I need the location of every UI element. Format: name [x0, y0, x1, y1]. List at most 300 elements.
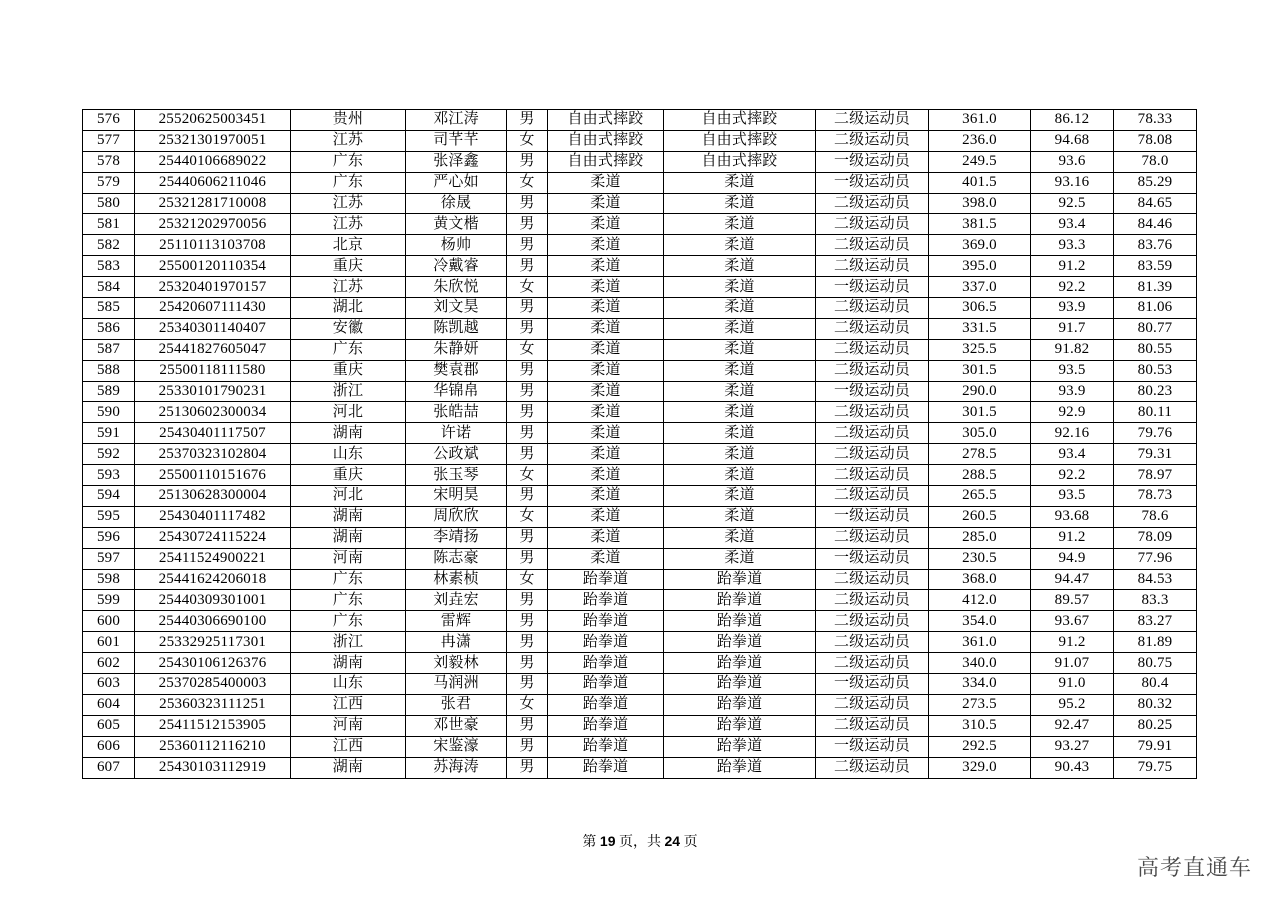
cell-gender: 男	[507, 256, 548, 277]
cell-score-b: 94.9	[1031, 548, 1114, 569]
cell-sport: 柔道	[548, 423, 664, 444]
cell-athlete-grade: 二级运动员	[816, 193, 929, 214]
cell-score-c: 83.59	[1114, 256, 1197, 277]
cell-score-c: 77.96	[1114, 548, 1197, 569]
cell-exam-id: 25500110151676	[135, 465, 291, 486]
cell-name: 徐晟	[406, 193, 507, 214]
cell-name: 邓江涛	[406, 110, 507, 131]
cell-score-c: 78.73	[1114, 486, 1197, 507]
cell-gender: 男	[507, 548, 548, 569]
cell-event: 自由式摔跤	[664, 130, 816, 151]
cell-score-b: 95.2	[1031, 694, 1114, 715]
table-row	[83, 381, 1197, 402]
cell-sport: 跆拳道	[548, 694, 664, 715]
cell-event: 自由式摔跤	[664, 110, 816, 131]
table-row	[83, 506, 1197, 527]
cell-score-a: 306.5	[929, 298, 1031, 319]
cell-event: 跆拳道	[664, 757, 816, 778]
cell-score-c: 85.29	[1114, 172, 1197, 193]
cell-score-b: 86.12	[1031, 110, 1114, 131]
cell-province: 河北	[291, 486, 406, 507]
cell-athlete-grade: 二级运动员	[816, 653, 929, 674]
cell-score-c: 80.25	[1114, 715, 1197, 736]
cell-event: 自由式摔跤	[664, 151, 816, 172]
cell-sport: 跆拳道	[548, 569, 664, 590]
cell-gender: 男	[507, 736, 548, 757]
cell-name: 杨帅	[406, 235, 507, 256]
cell-gender: 男	[507, 193, 548, 214]
cell-exam-id: 25441827605047	[135, 339, 291, 360]
cell-name: 许诺	[406, 423, 507, 444]
cell-score-a: 285.0	[929, 527, 1031, 548]
footer-middle: 页，共	[615, 835, 665, 850]
cell-sport: 自由式摔跤	[548, 110, 664, 131]
cell-score-a: 395.0	[929, 256, 1031, 277]
cell-name: 刘文昊	[406, 298, 507, 319]
cell-athlete-grade: 二级运动员	[816, 298, 929, 319]
cell-event: 柔道	[664, 360, 816, 381]
cell-athlete-grade: 二级运动员	[816, 715, 929, 736]
cell-sport: 柔道	[548, 172, 664, 193]
cell-athlete-grade: 二级运动员	[816, 465, 929, 486]
cell-province: 重庆	[291, 465, 406, 486]
cell-gender: 男	[507, 611, 548, 632]
cell-province: 广东	[291, 611, 406, 632]
cell-seq-number: 585	[83, 298, 135, 319]
cell-seq-number: 603	[83, 674, 135, 695]
cell-event: 跆拳道	[664, 694, 816, 715]
cell-seq-number: 588	[83, 360, 135, 381]
cell-province: 江苏	[291, 193, 406, 214]
cell-exam-id: 25520625003451	[135, 110, 291, 131]
cell-athlete-grade: 二级运动员	[816, 590, 929, 611]
cell-score-a: 278.5	[929, 444, 1031, 465]
cell-gender: 男	[507, 674, 548, 695]
cell-sport: 柔道	[548, 256, 664, 277]
footer-suffix: 页	[680, 835, 698, 850]
cell-seq-number: 596	[83, 527, 135, 548]
cell-score-c: 80.32	[1114, 694, 1197, 715]
cell-province: 湖南	[291, 506, 406, 527]
cell-score-a: 325.5	[929, 339, 1031, 360]
table-row	[83, 569, 1197, 590]
cell-gender: 女	[507, 130, 548, 151]
cell-event: 跆拳道	[664, 715, 816, 736]
table-row	[83, 757, 1197, 778]
cell-athlete-grade: 二级运动员	[816, 318, 929, 339]
cell-seq-number: 599	[83, 590, 135, 611]
cell-sport: 跆拳道	[548, 653, 664, 674]
cell-score-b: 91.0	[1031, 674, 1114, 695]
cell-sport: 跆拳道	[548, 715, 664, 736]
cell-name: 宋明昊	[406, 486, 507, 507]
cell-seq-number: 580	[83, 193, 135, 214]
cell-name: 张玉琴	[406, 465, 507, 486]
cell-score-c: 81.89	[1114, 632, 1197, 653]
cell-athlete-grade: 二级运动员	[816, 632, 929, 653]
cell-athlete-grade: 二级运动员	[816, 360, 929, 381]
cell-exam-id: 25370285400003	[135, 674, 291, 695]
table-row	[83, 465, 1197, 486]
cell-event: 柔道	[664, 444, 816, 465]
cell-exam-id: 25321202970056	[135, 214, 291, 235]
cell-seq-number: 587	[83, 339, 135, 360]
cell-score-a: 290.0	[929, 381, 1031, 402]
cell-sport: 柔道	[548, 444, 664, 465]
cell-score-b: 93.9	[1031, 381, 1114, 402]
cell-score-a: 230.5	[929, 548, 1031, 569]
cell-exam-id: 25332925117301	[135, 632, 291, 653]
cell-province: 山东	[291, 674, 406, 695]
cell-score-c: 80.55	[1114, 339, 1197, 360]
cell-seq-number: 584	[83, 277, 135, 298]
cell-name: 邓世豪	[406, 715, 507, 736]
cell-sport: 柔道	[548, 318, 664, 339]
cell-province: 广东	[291, 339, 406, 360]
cell-province: 重庆	[291, 360, 406, 381]
cell-score-c: 80.11	[1114, 402, 1197, 423]
cell-score-b: 91.82	[1031, 339, 1114, 360]
cell-sport: 柔道	[548, 381, 664, 402]
table-row	[83, 694, 1197, 715]
cell-exam-id: 25130602300034	[135, 402, 291, 423]
cell-province: 湖南	[291, 527, 406, 548]
cell-sport: 跆拳道	[548, 590, 664, 611]
table-row	[83, 486, 1197, 507]
table-row	[83, 715, 1197, 736]
cell-score-a: 361.0	[929, 110, 1031, 131]
cell-athlete-grade: 二级运动员	[816, 402, 929, 423]
cell-seq-number: 589	[83, 381, 135, 402]
cell-event: 柔道	[664, 256, 816, 277]
cell-event: 柔道	[664, 339, 816, 360]
cell-seq-number: 578	[83, 151, 135, 172]
cell-score-c: 83.27	[1114, 611, 1197, 632]
cell-name: 冷戴睿	[406, 256, 507, 277]
cell-exam-id: 25430401117507	[135, 423, 291, 444]
table-row	[83, 360, 1197, 381]
table-row	[83, 130, 1197, 151]
cell-score-c: 78.33	[1114, 110, 1197, 131]
table-row	[83, 277, 1197, 298]
cell-sport: 跆拳道	[548, 736, 664, 757]
cell-score-a: 310.5	[929, 715, 1031, 736]
cell-sport: 柔道	[548, 298, 664, 319]
cell-score-c: 79.75	[1114, 757, 1197, 778]
cell-gender: 男	[507, 590, 548, 611]
cell-score-a: 340.0	[929, 653, 1031, 674]
cell-province: 江西	[291, 694, 406, 715]
cell-gender: 女	[507, 465, 548, 486]
roster-table-body	[83, 110, 1197, 779]
cell-gender: 男	[507, 486, 548, 507]
table-row	[83, 172, 1197, 193]
cell-exam-id: 25320401970157	[135, 277, 291, 298]
cell-seq-number: 591	[83, 423, 135, 444]
cell-exam-id: 25441624206018	[135, 569, 291, 590]
cell-score-b: 92.9	[1031, 402, 1114, 423]
cell-score-b: 92.47	[1031, 715, 1114, 736]
cell-exam-id: 25411512153905	[135, 715, 291, 736]
cell-exam-id: 25420607111430	[135, 298, 291, 319]
cell-sport: 柔道	[548, 506, 664, 527]
cell-exam-id: 25440606211046	[135, 172, 291, 193]
cell-name: 马润洲	[406, 674, 507, 695]
cell-province: 湖南	[291, 653, 406, 674]
cell-score-b: 93.68	[1031, 506, 1114, 527]
cell-score-a: 354.0	[929, 611, 1031, 632]
table-row	[83, 736, 1197, 757]
table-row	[83, 527, 1197, 548]
table-row	[83, 402, 1197, 423]
cell-gender: 男	[507, 318, 548, 339]
cell-seq-number: 600	[83, 611, 135, 632]
table-row	[83, 256, 1197, 277]
cell-province: 河北	[291, 402, 406, 423]
cell-province: 江西	[291, 736, 406, 757]
cell-event: 柔道	[664, 381, 816, 402]
cell-name: 司芊芊	[406, 130, 507, 151]
cell-score-a: 329.0	[929, 757, 1031, 778]
table-row	[83, 674, 1197, 695]
cell-province: 广东	[291, 590, 406, 611]
cell-score-b: 93.4	[1031, 444, 1114, 465]
table-row	[83, 193, 1197, 214]
cell-seq-number: 577	[83, 130, 135, 151]
cell-seq-number: 606	[83, 736, 135, 757]
cell-province: 浙江	[291, 381, 406, 402]
cell-score-a: 401.5	[929, 172, 1031, 193]
total-pages-number: 24	[664, 833, 681, 849]
cell-name: 雷辉	[406, 611, 507, 632]
cell-event: 柔道	[664, 298, 816, 319]
cell-province: 安徽	[291, 318, 406, 339]
cell-score-c: 80.77	[1114, 318, 1197, 339]
cell-score-c: 78.0	[1114, 151, 1197, 172]
cell-sport: 跆拳道	[548, 632, 664, 653]
cell-athlete-grade: 一级运动员	[816, 151, 929, 172]
cell-score-b: 93.5	[1031, 486, 1114, 507]
cell-event: 柔道	[664, 235, 816, 256]
cell-sport: 柔道	[548, 214, 664, 235]
cell-event: 柔道	[664, 193, 816, 214]
cell-seq-number: 602	[83, 653, 135, 674]
cell-name: 李靖扬	[406, 527, 507, 548]
cell-sport: 自由式摔跤	[548, 130, 664, 151]
cell-name: 宋鉴濠	[406, 736, 507, 757]
cell-exam-id: 25370323102804	[135, 444, 291, 465]
cell-athlete-grade: 二级运动员	[816, 339, 929, 360]
cell-score-a: 334.0	[929, 674, 1031, 695]
cell-exam-id: 25500120110354	[135, 256, 291, 277]
cell-seq-number: 601	[83, 632, 135, 653]
cell-athlete-grade: 一级运动员	[816, 736, 929, 757]
cell-score-c: 80.53	[1114, 360, 1197, 381]
cell-score-c: 78.09	[1114, 527, 1197, 548]
cell-score-a: 292.5	[929, 736, 1031, 757]
cell-score-a: 273.5	[929, 694, 1031, 715]
cell-score-a: 412.0	[929, 590, 1031, 611]
cell-sport: 柔道	[548, 527, 664, 548]
cell-score-b: 90.43	[1031, 757, 1114, 778]
cell-athlete-grade: 二级运动员	[816, 110, 929, 131]
cell-score-b: 94.68	[1031, 130, 1114, 151]
cell-seq-number: 607	[83, 757, 135, 778]
cell-province: 浙江	[291, 632, 406, 653]
cell-sport: 柔道	[548, 339, 664, 360]
cell-province: 江苏	[291, 277, 406, 298]
cell-province: 北京	[291, 235, 406, 256]
table-row	[83, 653, 1197, 674]
cell-name: 黄文楷	[406, 214, 507, 235]
cell-name: 刘毅林	[406, 653, 507, 674]
cell-seq-number: 592	[83, 444, 135, 465]
cell-score-b: 93.3	[1031, 235, 1114, 256]
cell-score-a: 369.0	[929, 235, 1031, 256]
cell-event: 柔道	[664, 277, 816, 298]
cell-score-b: 91.7	[1031, 318, 1114, 339]
footer-prefix: 第	[582, 835, 600, 850]
current-page-number: 19	[599, 833, 616, 849]
cell-score-a: 368.0	[929, 569, 1031, 590]
cell-gender: 男	[507, 360, 548, 381]
cell-exam-id: 25440306690100	[135, 611, 291, 632]
cell-athlete-grade: 一级运动员	[816, 506, 929, 527]
cell-score-b: 93.6	[1031, 151, 1114, 172]
cell-province: 湖南	[291, 423, 406, 444]
table-row	[83, 235, 1197, 256]
cell-gender: 女	[507, 277, 548, 298]
cell-athlete-grade: 二级运动员	[816, 235, 929, 256]
cell-event: 跆拳道	[664, 611, 816, 632]
cell-name: 陈志豪	[406, 548, 507, 569]
cell-seq-number: 594	[83, 486, 135, 507]
cell-gender: 男	[507, 214, 548, 235]
cell-score-c: 84.65	[1114, 193, 1197, 214]
cell-sport: 跆拳道	[548, 757, 664, 778]
cell-exam-id: 25340301140407	[135, 318, 291, 339]
cell-sport: 柔道	[548, 486, 664, 507]
page-number-footer	[0, 831, 1280, 851]
cell-score-b: 92.2	[1031, 277, 1114, 298]
cell-event: 柔道	[664, 402, 816, 423]
cell-score-b: 92.16	[1031, 423, 1114, 444]
table-row	[83, 110, 1197, 131]
cell-name: 张君	[406, 694, 507, 715]
cell-event: 跆拳道	[664, 674, 816, 695]
cell-gender: 女	[507, 694, 548, 715]
cell-score-b: 89.57	[1031, 590, 1114, 611]
cell-score-a: 381.5	[929, 214, 1031, 235]
cell-athlete-grade: 一级运动员	[816, 277, 929, 298]
cell-province: 重庆	[291, 256, 406, 277]
cell-sport: 柔道	[548, 235, 664, 256]
cell-athlete-grade: 二级运动员	[816, 611, 929, 632]
cell-exam-id: 25130628300004	[135, 486, 291, 507]
cell-score-c: 84.46	[1114, 214, 1197, 235]
cell-seq-number: 595	[83, 506, 135, 527]
cell-score-b: 91.2	[1031, 632, 1114, 653]
cell-exam-id: 25430724115224	[135, 527, 291, 548]
cell-province: 湖北	[291, 298, 406, 319]
cell-athlete-grade: 二级运动员	[816, 256, 929, 277]
cell-province: 河南	[291, 715, 406, 736]
cell-exam-id: 25440309301001	[135, 590, 291, 611]
cell-event: 柔道	[664, 506, 816, 527]
cell-score-c: 83.76	[1114, 235, 1197, 256]
cell-event: 柔道	[664, 318, 816, 339]
cell-score-b: 94.47	[1031, 569, 1114, 590]
cell-gender: 男	[507, 632, 548, 653]
cell-exam-id: 25360112116210	[135, 736, 291, 757]
cell-score-c: 79.76	[1114, 423, 1197, 444]
cell-gender: 男	[507, 110, 548, 131]
cell-exam-id: 25440106689022	[135, 151, 291, 172]
cell-score-b: 93.16	[1031, 172, 1114, 193]
cell-seq-number: 582	[83, 235, 135, 256]
cell-athlete-grade: 二级运动员	[816, 214, 929, 235]
cell-score-a: 305.0	[929, 423, 1031, 444]
cell-score-b: 91.07	[1031, 653, 1114, 674]
cell-score-a: 301.5	[929, 360, 1031, 381]
cell-score-a: 265.5	[929, 486, 1031, 507]
cell-athlete-grade: 二级运动员	[816, 569, 929, 590]
cell-event: 柔道	[664, 486, 816, 507]
cell-event: 柔道	[664, 527, 816, 548]
table-row	[83, 548, 1197, 569]
cell-athlete-grade: 二级运动员	[816, 486, 929, 507]
cell-seq-number: 590	[83, 402, 135, 423]
cell-seq-number: 576	[83, 110, 135, 131]
cell-gender: 男	[507, 151, 548, 172]
cell-province: 河南	[291, 548, 406, 569]
cell-score-a: 301.5	[929, 402, 1031, 423]
cell-sport: 跆拳道	[548, 674, 664, 695]
cell-province: 贵州	[291, 110, 406, 131]
cell-score-c: 81.39	[1114, 277, 1197, 298]
cell-sport: 柔道	[548, 465, 664, 486]
cell-name: 周欣欣	[406, 506, 507, 527]
cell-exam-id: 25110113103708	[135, 235, 291, 256]
cell-sport: 柔道	[548, 277, 664, 298]
cell-gender: 男	[507, 653, 548, 674]
cell-score-a: 249.5	[929, 151, 1031, 172]
cell-athlete-grade: 二级运动员	[816, 130, 929, 151]
cell-score-c: 78.97	[1114, 465, 1197, 486]
cell-athlete-grade: 一级运动员	[816, 548, 929, 569]
cell-province: 湖南	[291, 757, 406, 778]
cell-athlete-grade: 二级运动员	[816, 423, 929, 444]
cell-event: 柔道	[664, 423, 816, 444]
cell-seq-number: 581	[83, 214, 135, 235]
cell-sport: 自由式摔跤	[548, 151, 664, 172]
cell-score-a: 331.5	[929, 318, 1031, 339]
cell-score-b: 93.5	[1031, 360, 1114, 381]
cell-score-c: 80.23	[1114, 381, 1197, 402]
cell-athlete-grade: 二级运动员	[816, 694, 929, 715]
cell-seq-number: 583	[83, 256, 135, 277]
table-row	[83, 590, 1197, 611]
watermark-text: 高考直通车	[1136, 856, 1252, 881]
cell-exam-id: 25430103112919	[135, 757, 291, 778]
cell-score-b: 91.2	[1031, 527, 1114, 548]
cell-exam-id: 25360323111251	[135, 694, 291, 715]
cell-province: 江苏	[291, 130, 406, 151]
cell-name: 陈凯越	[406, 318, 507, 339]
table-row	[83, 151, 1197, 172]
cell-athlete-grade: 二级运动员	[816, 527, 929, 548]
cell-exam-id: 25330101790231	[135, 381, 291, 402]
